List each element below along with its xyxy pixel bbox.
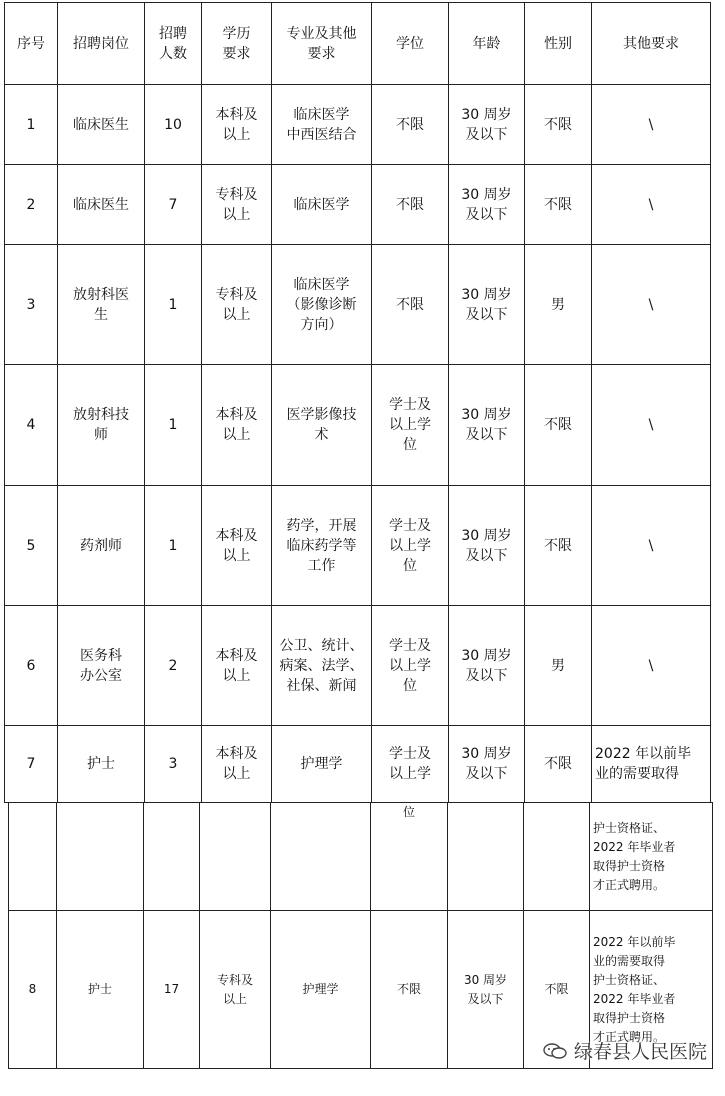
cell-other: \ <box>592 365 711 486</box>
cell-other: \ <box>592 85 711 165</box>
cell-degree: 不限 <box>372 245 449 365</box>
cell-index: 4 <box>5 365 58 486</box>
cell-index: 7 <box>5 726 58 803</box>
table-row <box>5 85 711 165</box>
header-major: 专业及其他 要求 <box>272 3 372 85</box>
cell-education: 本科及 以上 <box>202 606 272 726</box>
cell-degree: 不限 <box>372 165 449 245</box>
wechat-icon <box>542 1042 568 1060</box>
cell-education: 本科及 以上 <box>202 726 272 803</box>
cell-index <box>9 803 57 911</box>
cell-age: 30 周岁 及以下 <box>449 726 525 803</box>
cell-count <box>144 803 200 911</box>
cell-age: 30 周岁 及以下 <box>449 486 525 606</box>
cell-count: 3 <box>145 726 202 803</box>
cell-education: 专科及 以上 <box>200 911 271 1069</box>
cell-age: 30 周岁 及以下 <box>449 606 525 726</box>
header-index: 序号 <box>5 3 58 85</box>
cell-age: 30 周岁 及以下 <box>449 245 525 365</box>
cell-gender: 不限 <box>524 911 590 1069</box>
cell-position: 临床医生 <box>58 165 145 245</box>
header-position: 招聘岗位 <box>58 3 145 85</box>
cell-position: 药剂师 <box>58 486 145 606</box>
table-row <box>5 365 711 486</box>
cell-index: 3 <box>5 245 58 365</box>
cell-count: 17 <box>144 911 200 1069</box>
table-row <box>5 486 711 606</box>
cell-other: 2022 年以前毕 业的需要取得 护士资格证、 2022 年毕业者 取得护士资格 才正式聘用。 <box>590 911 713 1069</box>
cell-index: 6 <box>5 606 58 726</box>
cell-major: 临床医学 （影像诊断 方向） <box>272 245 372 365</box>
cell-count: 1 <box>145 486 202 606</box>
cell-education: 专科及 以上 <box>202 245 272 365</box>
cell-count: 1 <box>145 245 202 365</box>
cell-position: 临床医生 <box>58 85 145 165</box>
cell-education: 本科及 以上 <box>202 85 272 165</box>
header-gender: 性别 <box>525 3 592 85</box>
cell-gender: 不限 <box>525 486 592 606</box>
cell-other: 护士资格证、 2022 年毕业者 取得护士资格 才正式聘用。 <box>590 803 713 911</box>
cell-major: 护理学 <box>271 911 371 1069</box>
cell-other: \ <box>592 486 711 606</box>
cell-degree: 学士及 以上学 位 <box>372 606 449 726</box>
table-row <box>5 726 711 803</box>
header-row <box>5 3 711 85</box>
recruitment-table <box>4 2 711 803</box>
cell-gender <box>524 803 590 911</box>
header-age: 年龄 <box>449 3 525 85</box>
cell-education: 本科及 以上 <box>202 365 272 486</box>
cell-position <box>57 803 144 911</box>
cell-major: 临床医学 <box>272 165 372 245</box>
cell-count: 2 <box>145 606 202 726</box>
cell-major: 医学影像技 术 <box>272 365 372 486</box>
watermark-text: 绿春县人民医院 <box>573 1041 707 1063</box>
watermark <box>542 1037 707 1064</box>
cell-index: 8 <box>9 911 57 1069</box>
cell-age <box>448 803 524 911</box>
cell-age: 30 周岁 及以下 <box>449 365 525 486</box>
cell-education: 专科及 以上 <box>202 165 272 245</box>
cell-position: 医务科 办公室 <box>58 606 145 726</box>
cell-count: 1 <box>145 365 202 486</box>
cell-index: 5 <box>5 486 58 606</box>
cell-gender: 不限 <box>525 726 592 803</box>
cell-major: 药学，开展 临床药学等 工作 <box>272 486 372 606</box>
cell-education <box>200 803 271 911</box>
cell-gender: 男 <box>525 245 592 365</box>
header-degree: 学位 <box>372 3 449 85</box>
cell-position: 放射科医 生 <box>58 245 145 365</box>
cell-major: 公卫、统计、 病案、法学、 社保、新闻 <box>272 606 372 726</box>
cell-other: \ <box>592 245 711 365</box>
cell-education: 本科及 以上 <box>202 486 272 606</box>
cell-degree: 不限 <box>371 911 448 1069</box>
cell-major: 临床医学 中西医结合 <box>272 85 372 165</box>
cell-gender: 不限 <box>525 165 592 245</box>
table-row <box>5 606 711 726</box>
cell-index: 1 <box>5 85 58 165</box>
cell-gender: 不限 <box>525 365 592 486</box>
cell-position: 放射科技 师 <box>58 365 145 486</box>
recruitment-table-continued <box>8 802 713 1069</box>
table-row <box>5 245 711 365</box>
cell-age: 30 周岁 及以下 <box>449 165 525 245</box>
cell-degree: 学士及 以上学 位 <box>372 365 449 486</box>
cell-gender: 不限 <box>525 85 592 165</box>
cell-age: 30 周岁 及以下 <box>448 911 524 1069</box>
cell-other: \ <box>592 165 711 245</box>
header-education: 学历 要求 <box>202 3 272 85</box>
cell-degree: 学士及 以上学 <box>372 726 449 803</box>
header-count: 招聘 人数 <box>145 3 202 85</box>
cell-count: 7 <box>145 165 202 245</box>
cell-other: \ <box>592 606 711 726</box>
cell-index: 2 <box>5 165 58 245</box>
cell-position: 护士 <box>57 911 144 1069</box>
header-other: 其他要求 <box>592 3 711 85</box>
cell-gender: 男 <box>525 606 592 726</box>
cell-position: 护士 <box>58 726 145 803</box>
cell-degree: 不限 <box>372 85 449 165</box>
cell-major: 护理学 <box>272 726 372 803</box>
cell-age: 30 周岁 及以下 <box>449 85 525 165</box>
cell-degree: 学士及 以上学 位 <box>372 486 449 606</box>
cell-count: 10 <box>145 85 202 165</box>
cell-other: 2022 年以前毕 业的需要取得 <box>592 726 711 803</box>
cell-degree: 位 <box>371 803 448 911</box>
table-row-continuation <box>9 803 713 911</box>
cell-major <box>271 803 371 911</box>
table-row <box>5 165 711 245</box>
